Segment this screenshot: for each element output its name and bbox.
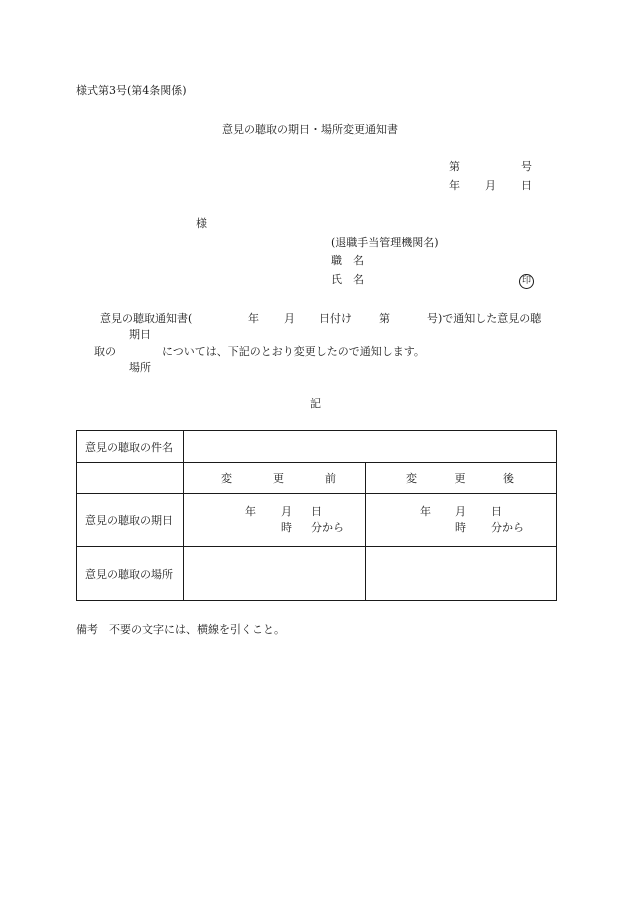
body-line2-rest: については、下記のとおり変更したので通知します。 xyxy=(162,345,425,358)
body-line1-dai: 第 xyxy=(379,312,390,325)
doc-number-dai: 第 xyxy=(449,160,460,173)
after-date-day: 日 xyxy=(491,505,502,518)
before-date-minute: 分から xyxy=(311,521,344,534)
document-title: 意見の聴取の期日・場所変更通知書 xyxy=(222,123,398,136)
case-value xyxy=(184,431,557,463)
doc-date-month: 月 xyxy=(485,179,496,192)
recipient-sama: 様 xyxy=(196,217,207,230)
doc-date-year: 年 xyxy=(449,179,460,192)
date-label: 意見の聴取の期日 xyxy=(77,494,184,547)
date-before-cell xyxy=(184,494,366,547)
ki-heading: 記 xyxy=(310,397,321,410)
before-char-1: 変 xyxy=(221,472,232,485)
before-date-year: 年 xyxy=(245,505,256,518)
after-char-2: 更 xyxy=(454,472,466,485)
table-row-place xyxy=(77,547,557,601)
before-date-hour: 時 xyxy=(281,521,292,534)
doc-date-day: 日 xyxy=(521,179,532,192)
sender-name-label: 氏 名 xyxy=(331,273,364,286)
body-line1-go: 号)で通知した意見の聴 xyxy=(427,312,542,325)
sender-org: (退職手当管理機関名) xyxy=(331,236,439,249)
after-date-minute: 分から xyxy=(491,521,524,534)
seal-icon xyxy=(519,273,534,289)
table-row-header xyxy=(77,463,557,494)
body-line2-start: 取の xyxy=(94,345,116,358)
body-line1-year: 年 xyxy=(248,312,259,325)
header-empty-cell xyxy=(77,463,184,494)
body-option-kijitsu: 期日 xyxy=(129,328,151,341)
body-line1-day: 日付け xyxy=(319,312,352,325)
after-date-month: 月 xyxy=(455,505,466,518)
before-date-day: 日 xyxy=(311,505,322,518)
after-header xyxy=(366,463,557,494)
body-option-basho: 場所 xyxy=(129,361,151,374)
seal-mark: 印 xyxy=(519,274,534,289)
remarks-note: 備考 不要の文字には、横線を引くこと。 xyxy=(76,623,285,636)
doc-number-go: 号 xyxy=(521,160,532,173)
after-char-1: 変 xyxy=(406,472,417,485)
after-date-hour: 時 xyxy=(455,521,466,534)
body-line1-month: 月 xyxy=(284,312,295,325)
case-label: 意見の聴取の件名 xyxy=(77,431,184,463)
place-after-cell xyxy=(366,547,557,601)
place-label: 意見の聴取の場所 xyxy=(77,547,184,601)
before-char-3: 前 xyxy=(325,472,336,485)
place-before-cell xyxy=(184,547,366,601)
after-char-3: 後 xyxy=(503,472,514,485)
after-date-year: 年 xyxy=(420,505,431,518)
form-number: 様式第3号(第4条関係) xyxy=(76,84,187,97)
sender-title-label: 職 名 xyxy=(331,254,364,267)
before-header xyxy=(184,463,366,494)
before-date-month: 月 xyxy=(281,505,292,518)
date-after-cell xyxy=(366,494,557,547)
details-table xyxy=(76,430,557,601)
body-line1-start: 意見の聴取通知書( xyxy=(100,312,193,325)
before-char-2: 更 xyxy=(273,472,284,485)
table-row-date xyxy=(77,494,557,547)
table-row-case xyxy=(77,431,557,463)
